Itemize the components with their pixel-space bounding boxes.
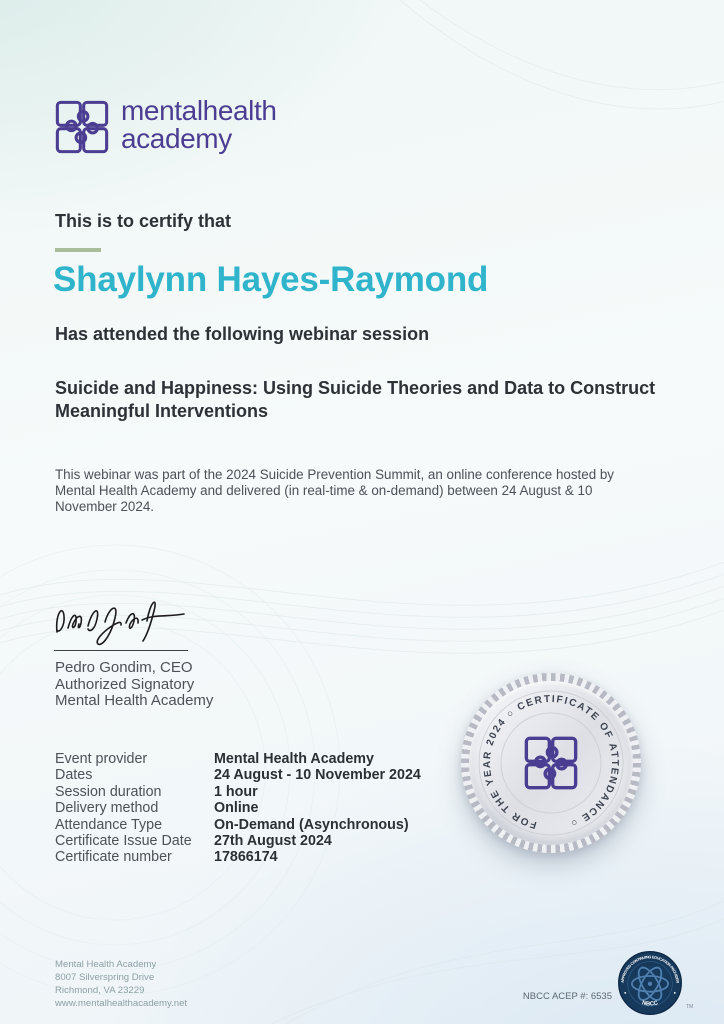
svg-text:FOR THE YEAR 2024 ○ CERTIFICAT bbox=[482, 694, 620, 830]
attendance-seal bbox=[461, 673, 641, 853]
detail-label: Session duration bbox=[55, 783, 162, 800]
seal-artwork bbox=[461, 673, 641, 853]
seal-ring-text: FOR THE YEAR 2024 ○ CERTIFICATE OF ATTENDANCE ○ bbox=[481, 693, 621, 831]
table-row bbox=[55, 817, 421, 833]
table-row bbox=[55, 784, 421, 800]
table-row bbox=[55, 751, 421, 767]
detail-label: Certificate Issue Date bbox=[55, 833, 192, 850]
footer-address-block bbox=[55, 958, 187, 1010]
footer-address-line2: Richmond, VA 23229 bbox=[55, 985, 145, 996]
signatory-role: Authorized Signatory bbox=[55, 675, 195, 693]
detail-value: 27th August 2024 bbox=[214, 833, 332, 850]
table-row bbox=[55, 849, 421, 865]
session-title: Suicide and Happiness: Using Suicide Theories and Data to Construct Meaningful Interventions bbox=[55, 378, 656, 421]
nbcc-seal-icon bbox=[617, 950, 683, 1016]
nbcc-ring-text: APPROVED CONTINUING EDUCATION PROVIDER bbox=[620, 955, 680, 984]
brand-logo bbox=[54, 97, 277, 155]
attended-line: Has attended the following webinar session bbox=[55, 324, 430, 344]
nbcc-acep-number: NBCC ACEP #: 6535 bbox=[522, 991, 612, 1002]
event-description: This webinar was part of the 2024 Suicide Prevention Summit, an online conference hosted by Mental Health Academy and delivered (in real-time & on-demand) between 24 August & 10 November 2024. bbox=[55, 467, 615, 514]
detail-value: Mental Health Academy bbox=[214, 751, 374, 767]
certificate-details-table bbox=[55, 751, 421, 866]
trademark-symbol: TM bbox=[686, 1004, 694, 1010]
footer-org: Mental Health Academy bbox=[55, 959, 157, 970]
table-row bbox=[55, 833, 421, 849]
signature-line bbox=[54, 650, 188, 651]
detail-label: Attendance Type bbox=[55, 816, 163, 833]
table-row bbox=[55, 767, 421, 783]
detail-value: Online bbox=[214, 800, 259, 817]
detail-label: Dates bbox=[55, 767, 93, 784]
signature-image bbox=[50, 590, 200, 650]
puzzle-icon bbox=[54, 99, 110, 155]
detail-value: 1 hour bbox=[214, 783, 258, 800]
brand-wordmark-line1: mentalhealth bbox=[121, 95, 277, 126]
signatory-organization: Mental Health Academy bbox=[55, 692, 214, 710]
brand-wordmark-line2: academy bbox=[121, 123, 232, 154]
detail-label: Event provider bbox=[55, 751, 148, 767]
detail-label: Delivery method bbox=[55, 800, 159, 817]
recipient-name: Shaylynn Hayes-Raymond bbox=[53, 260, 489, 299]
brand-wordmark bbox=[121, 97, 277, 153]
detail-value: 24 August - 10 November 2024 bbox=[214, 767, 421, 784]
detail-label: Certificate number bbox=[55, 849, 172, 866]
footer-address-line1: 8007 Silverspring Drive bbox=[55, 972, 155, 983]
detail-value: On-Demand (Asynchronous) bbox=[214, 816, 409, 833]
signatory-block bbox=[55, 660, 213, 710]
nbcc-label: NBCC bbox=[641, 1000, 659, 1008]
table-row bbox=[55, 800, 421, 816]
signatory-name: Pedro Gondim, CEO bbox=[55, 659, 193, 676]
detail-value: 17866174 bbox=[214, 849, 278, 866]
accent-underline bbox=[55, 248, 101, 252]
certify-intro-text: This is to certify that bbox=[55, 211, 232, 231]
footer-website: www.mentalhealthacademy.net bbox=[55, 998, 188, 1009]
seal-puzzle-icon bbox=[526, 738, 575, 787]
